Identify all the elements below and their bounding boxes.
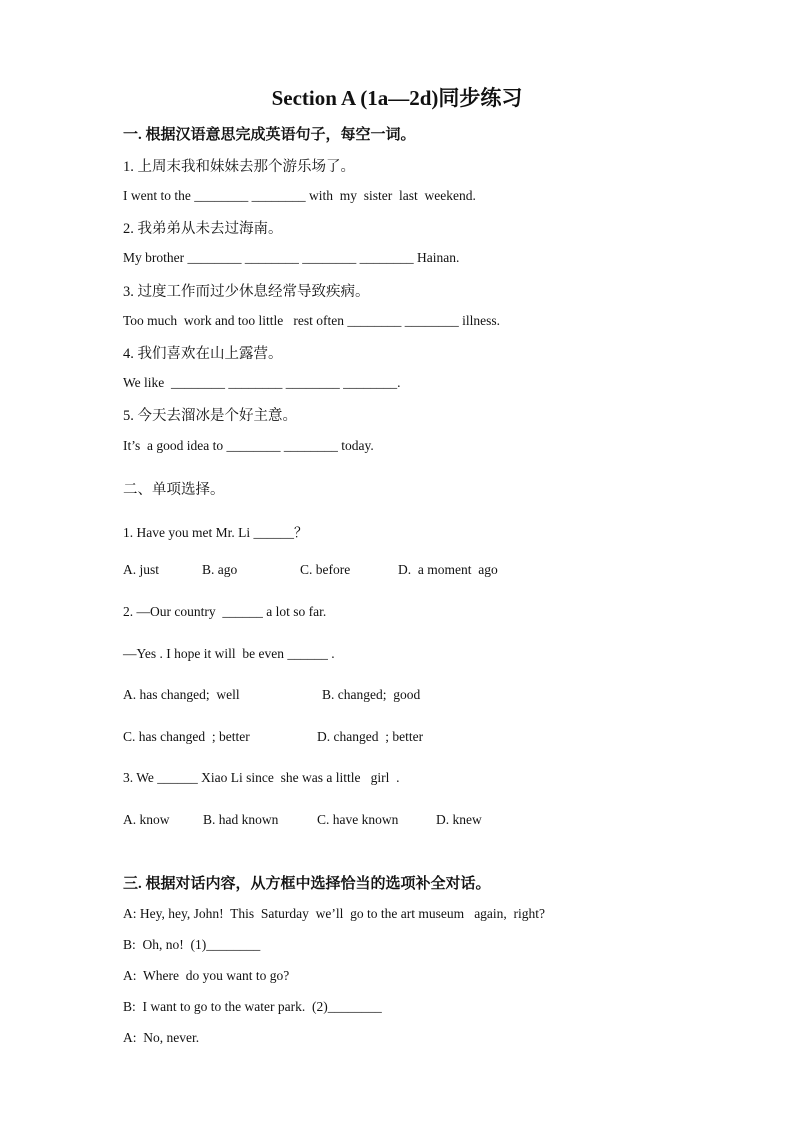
section1-item4-en: We like ________ ________ ________ ________.	[123, 375, 401, 390]
dialogue-line: B: I want to go to the water park. (2)________	[123, 999, 382, 1014]
dialogue-line: A: No, never.	[123, 1030, 200, 1045]
section1-item4-zh: 4. 我们喜欢在山上露营。	[123, 346, 283, 362]
section3-heading: 三. 根据对话内容，从方框中选择恰当的选项补全对话。	[123, 876, 491, 892]
section2-q1-option-b: B. ago	[202, 562, 238, 577]
section2-q2-stem2: —Yes . I hope it will be even ______ .	[123, 646, 335, 661]
section2-q2-option-d: D. changed ; better	[317, 729, 424, 744]
section2-q3-option-a: A. know	[123, 812, 170, 827]
section1-item3-zh: 3. 过度工作而过少休息经常导致疾病。	[123, 284, 370, 300]
section2-q2-option-a: A. has changed; well	[123, 687, 240, 702]
dialogue-line: B: Oh, no! (1)________	[123, 937, 261, 952]
section1-item1-zh: 1. 上周末我和妹妹去那个游乐场了。	[123, 159, 355, 175]
section2-q1-option-c: C. before	[300, 562, 351, 577]
section2-q3-stem: 3. We ______ Xiao Li since she was a little girl .	[123, 770, 400, 785]
section2-q1-option-a: A. just	[123, 562, 160, 577]
section1-item3-en: Too much work and too little rest often ________ ________ illness.	[123, 313, 501, 328]
section2-q1-stem: 1. Have you met Mr. Li ______？	[123, 525, 308, 540]
section2-q2-option-c: C. has changed ; better	[123, 729, 250, 744]
dialogue-line: A: Hey, hey, John! This Saturday we’ll go to the art museum again, right?	[123, 906, 546, 921]
dialogue-line: A: Where do you want to go?	[123, 968, 290, 983]
section2-q3-option-c: C. have known	[317, 812, 399, 827]
section1-item5-en: It’s a good idea to ________ ________ today.	[123, 438, 374, 453]
section1-item2-zh: 2. 我弟弟从未去过海南。	[123, 221, 283, 237]
section2-q2-stem: 2. —Our country ______ a lot so far.	[123, 604, 327, 619]
section2-q1-option-d: D. a moment ago	[398, 562, 498, 577]
section1-item2-en: My brother ________ ________ ________ ________ Hainan.	[123, 250, 460, 265]
section2-q3-option-d: D. knew	[436, 812, 482, 827]
section2-heading: 二、单项选择。	[123, 482, 225, 498]
section1-item1-en: I went to the ________ ________ with my sister last weekend.	[123, 188, 476, 203]
page-title: Section A (1a—2d)同步练习	[271, 86, 523, 110]
section1-heading: 一. 根据汉语意思完成英语句子，每空一词。	[123, 127, 416, 143]
section2-q3-option-b: B. had known	[203, 812, 279, 827]
section1-item5-zh: 5. 今天去溜冰是个好主意。	[123, 408, 297, 424]
section2-q2-option-b: B. changed; good	[322, 687, 421, 702]
